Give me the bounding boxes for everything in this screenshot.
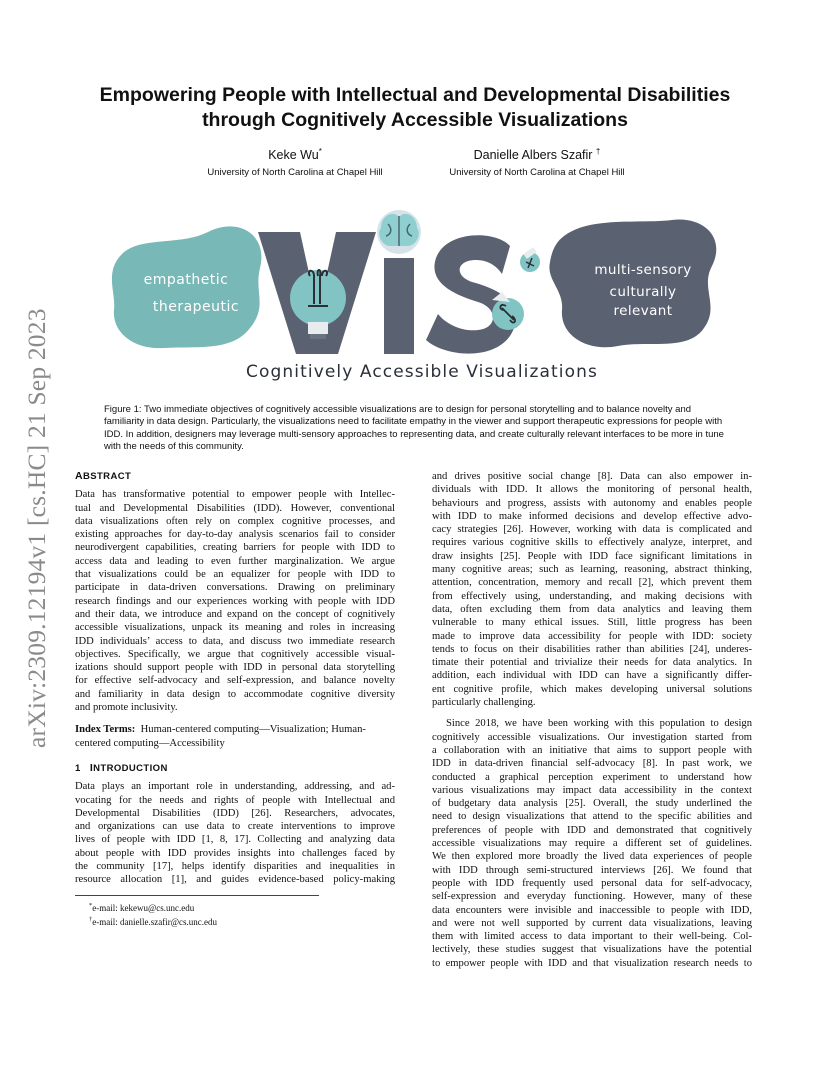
text-line: izations should support people with IDD in personal data storytelling	[75, 662, 395, 674]
author-affiliation: University of North Carolina at Chapel Hill	[449, 167, 625, 179]
paper-title	[70, 83, 760, 133]
text-line: access data and leading to even further marginalization. We argue	[75, 555, 395, 567]
text-line: need to design visualizations that attend to the specific abilities and	[432, 811, 752, 823]
abstract-heading-rest: BSTRACT	[82, 471, 132, 482]
text-line: about people with IDD provides insights into challenges faced by	[75, 847, 395, 859]
intro-heading-initial: I	[89, 761, 94, 774]
body-paragraph-2	[432, 717, 752, 970]
text-line: tual and Developmental Disabilities (IDD). However, conventional	[75, 502, 395, 514]
index-terms-label: Index Terms:	[75, 724, 136, 736]
text-line: particularly challenging.	[432, 697, 536, 709]
index-terms-line-2: centered computing—Accessibility	[75, 737, 225, 749]
left-blob-line-2: therapeutic	[152, 299, 240, 315]
teaser-subtitle: Cognitively Accessible Visualizations	[246, 362, 598, 382]
text-line: IDD in data-driven financial self-advocacy [8]. In past work, we	[432, 758, 752, 770]
footnote-2	[75, 914, 395, 929]
text-line: ent cognitive profile, which makes developing universal solutions	[432, 683, 752, 695]
footnote-rule	[75, 895, 319, 896]
intro-heading-rest: NTRODUCTION	[93, 762, 168, 774]
small-lightbulb-icon	[520, 247, 540, 272]
text-line: behaviours and progress, assists with autonomy and enables people	[432, 497, 752, 509]
text-line: IDD individuals’ access to data, and discuss two immediate research	[75, 635, 395, 647]
teaser-figure	[100, 206, 728, 394]
title-line-1: Empowering People with Intellectual and Developmental Disabilities	[99, 84, 731, 106]
text-line: objectives. Specifically, we argue that cognitively accessible visual-	[75, 648, 395, 660]
text-line: data, often excluding them from data analytics and leaving them	[432, 603, 752, 615]
text-line: conducted a graphical perception experiment to understand how	[432, 771, 752, 783]
text-line: and promote inclusivity.	[75, 702, 178, 714]
right-blob-line-3: relevant	[613, 303, 673, 319]
medium-lightbulb-icon	[492, 292, 524, 330]
figure-caption: Figure 1: Two immediate objectives of cognitively accessible visualizations are to design for personal storytelling and to balance novelty and familiarity in data design. Particularly, the visualizations need to facilitate empathy in the viewer and support therapeutic expressions for people with IDD. In addition, designers may leverage multi-sensory approaches to representing data, and create culturally relevant interfaces to be more in tune with the needs of this community.	[104, 404, 724, 453]
text-line: and drives positive social change [8]. Data can also empower in-	[432, 471, 752, 482]
text-line: resource allocation [1], and guides evidence-based policy-making	[75, 874, 395, 886]
text-line: and familiarity in data design to accommodate cognitive diversity	[75, 688, 395, 700]
footnote-text: e-mail: danielle.szafir@cs.unc.edu	[92, 917, 217, 928]
intro-number: 1	[75, 762, 81, 774]
text-line: lives of people with IDD [1, 8, 17]. Collecting and analyzing data	[75, 834, 395, 846]
text-line: data encounters were invisible and inaccessible to people with IDD,	[432, 904, 752, 916]
author-name: Danielle Albers Szafir	[473, 148, 593, 163]
letter-i-stem	[384, 258, 414, 354]
author-name: Keke Wu	[268, 148, 319, 163]
text-line: requires various cognitive skills to effectively analyze, interpret, and	[432, 537, 752, 549]
index-terms-line-1: Human-centered computing—Visualization; Human-	[140, 724, 366, 736]
text-line: of budgetary data analysis [25]. Overall, the study underlined the	[432, 798, 752, 810]
text-line: Developmental Disabilities (IDD) [26]. Researchers, advocates,	[75, 807, 395, 819]
text-line: accessible visualizations, unpack its meaning and roles in increasing	[75, 622, 395, 634]
text-line: many cognitive areas; such as learning, reasoning, abstract thinking,	[432, 564, 752, 576]
text-line: a collaboration with an initiative that aims to support people with	[432, 744, 752, 756]
text-line: various visualizations may impact data accessibility in the context	[432, 784, 752, 796]
text-line: Data has transformative potential to empower people with Intellec-	[75, 489, 395, 501]
text-line: Since 2018, we have been working with this population to design	[446, 718, 752, 730]
text-line: the community [17], helps identify disparities and inequalities in	[75, 861, 395, 873]
footnote-text: e-mail: kekewu@cs.unc.edu	[92, 902, 195, 913]
abstract-body	[75, 488, 395, 714]
text-line: cognitively accessible visualizations. Our investigation started from	[432, 731, 752, 743]
text-line: to empower people with IDD and that visualization research needs to	[432, 957, 752, 969]
text-line: tends to focus on their disabilities rather than abilities [24], underes-	[432, 643, 752, 655]
intro-body	[75, 780, 395, 886]
author-block-1	[170, 144, 420, 180]
text-line: vulnerable to many ethical issues. Still, little progress has been	[432, 617, 752, 629]
title-line-2: through Cognitively Accessible Visualizations	[202, 109, 628, 131]
text-line: Data plays an important role in understanding, addressing, and ad-	[75, 781, 395, 793]
right-blob-line-2: culturally	[609, 284, 677, 300]
footnote-mark: †	[89, 916, 93, 924]
text-line: vocating for the needs and rights of people with Intellectual and	[75, 794, 395, 806]
footnote-1	[75, 900, 395, 915]
text-line: research findings and our experiences working with people with IDD	[75, 595, 395, 607]
body-paragraph-1	[432, 470, 752, 709]
text-line: participate in data-driven conversations. Drawing on preliminary	[75, 582, 395, 594]
left-column	[75, 470, 395, 929]
text-line: with IDD through semi-structured interviews [26]. We found that	[432, 864, 752, 876]
right-blob-line-1: multi-sensory	[594, 262, 692, 278]
brain-icon	[377, 210, 421, 254]
text-line: cacy strategies [26]. However, working with data is complicated and	[432, 524, 752, 536]
text-line: people with IDD frequently used personal data for self-advocacy,	[432, 877, 752, 889]
author-affiliation: University of North Carolina at Chapel Hill	[207, 167, 383, 179]
text-line: existing approaches for day-to-day analysis scenarios fail to consider	[75, 529, 395, 541]
intro-heading	[75, 762, 395, 775]
text-line: and their data, we introduce and expand on the concept of cognitively	[75, 608, 395, 620]
text-line: timate their potential and trivialize their needs for data analytics. In	[432, 657, 752, 669]
footnote-mark: *	[89, 901, 93, 909]
text-line: attention, concentration, memory and recall [2], which prevent them	[432, 577, 752, 589]
text-line: that visualizations could be an equalizer for people with IDD to	[75, 569, 395, 581]
text-line: for effective self-advocacy and self-expression, and balance novelty	[75, 675, 395, 687]
left-blob-line-1: empathetic	[143, 272, 229, 288]
text-line: lectively, these studies suggest that visualizations have the potential	[432, 944, 752, 956]
text-line: accessible visualizations may require a different set of guidelines.	[432, 838, 752, 850]
abstract-heading-initial: A	[75, 470, 83, 482]
text-line: made to improve data accessibility for people with IDD: society	[432, 630, 752, 642]
text-line: self-expression and everyday functioning. However, many of these	[432, 891, 752, 903]
text-line: and organizations can use data to create interventions to improve	[75, 821, 395, 833]
arxiv-side-stamp: arXiv:2309.12194v1 [cs.HC] 21 Sep 2023	[22, 308, 51, 748]
text-line: preferences of people with IDD and demonstrated that cognitively	[432, 824, 752, 836]
text-line: them with limited access to data important to their well-being. Col-	[432, 931, 752, 943]
text-line: We then explored more broadly the lived data experiences of people	[432, 851, 752, 863]
abstract-heading	[75, 470, 395, 483]
text-line: neurodivergent capabilities, creating barriers for people with IDD to	[75, 542, 395, 554]
right-column	[432, 470, 752, 970]
text-line: and were not well supported by current data visualizations, leaving	[432, 917, 752, 929]
text-line: data visualizations often rely on complex cognitive processes, and	[75, 515, 395, 527]
text-line: from effectively using, understanding, and making decisions with	[432, 590, 752, 602]
text-line: with IDD to make informed decisions and develop effective advo-	[432, 510, 752, 522]
text-line: draw insights [25]. People with IDD face significant limitations in	[432, 550, 752, 562]
author-mark: *	[318, 147, 322, 156]
author-mark: †	[595, 147, 601, 156]
author-block-2	[412, 144, 662, 180]
text-line: dividuals with IDD. It allows the monitoring of personal health,	[432, 484, 752, 496]
index-terms	[75, 723, 395, 750]
text-line: addition, each individual with IDD can have a significantly differ-	[432, 670, 752, 682]
